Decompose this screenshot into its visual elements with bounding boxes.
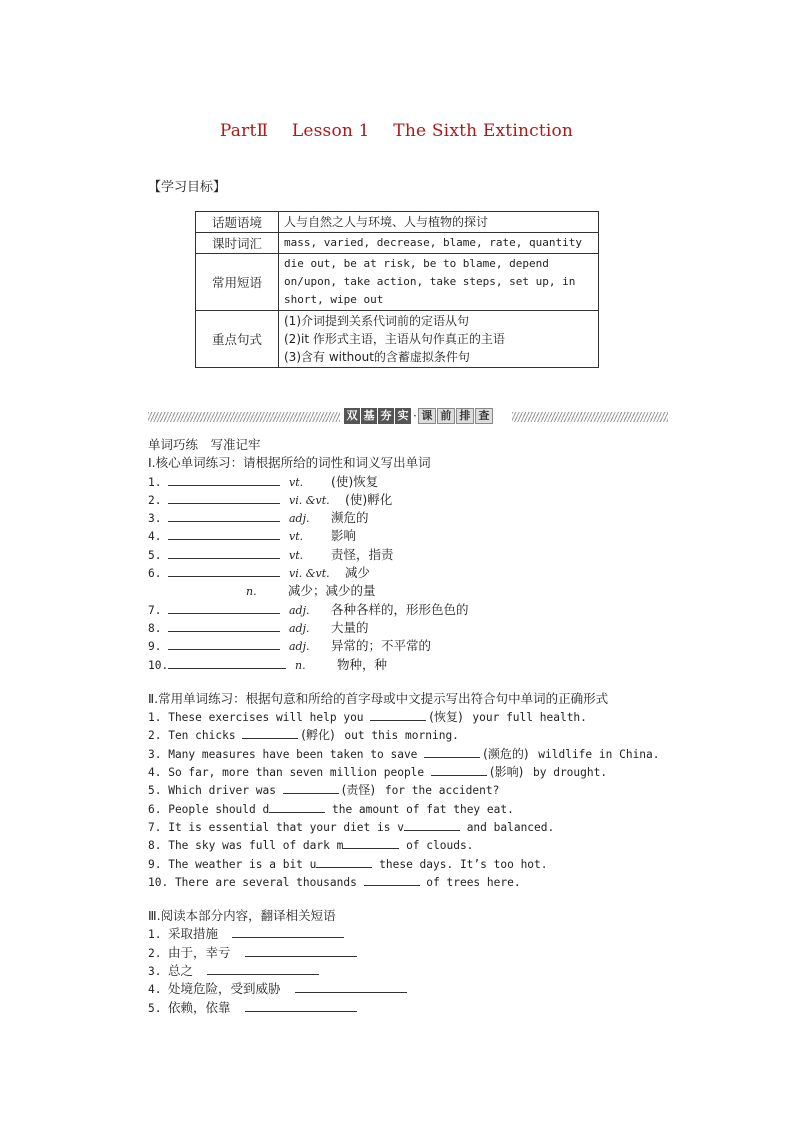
item-number: 5. — [148, 1001, 162, 1015]
sentence-pattern: (1)介词提到关系代词前的定语从句 — [284, 314, 469, 328]
word-item — [148, 601, 708, 619]
objective-value: mass, varied, decrease, blame, rate, quantity — [279, 233, 599, 254]
page-title — [0, 121, 793, 141]
item-number: 9. — [148, 640, 162, 654]
answer-blank[interactable] — [168, 527, 280, 540]
objective-label: 常用短语 — [196, 254, 279, 311]
title-lesson: Lesson 1 — [291, 121, 370, 141]
word-item — [148, 564, 708, 582]
answer-blank[interactable] — [269, 800, 325, 813]
sentence-pattern: (3)含有 without的含蓄虚拟条件句 — [284, 350, 470, 364]
word-item — [148, 509, 708, 527]
word-meaning: 大量的 — [331, 619, 369, 635]
item-number: 1. — [148, 928, 162, 942]
section3-heading: Ⅲ.阅读本部分内容，翻译相关短语 — [148, 908, 336, 924]
phrase-text: 依赖，依靠 — [168, 999, 231, 1015]
sentence-end: of trees here. — [419, 875, 521, 889]
part-of-speech: vi. &vt. — [289, 493, 330, 507]
answer-blank[interactable] — [431, 763, 487, 776]
phrase-item — [148, 980, 708, 998]
item-number: 2. — [148, 946, 162, 960]
item-number: 3. — [148, 965, 162, 979]
part-of-speech: adj. — [289, 621, 310, 635]
part-of-speech: vt. — [289, 530, 304, 544]
sentence-end: the amount of fat they eat. — [325, 802, 514, 816]
answer-blank[interactable] — [424, 745, 480, 758]
item-number: 3. — [148, 512, 162, 526]
word-meaning: 责怪，指责 — [331, 546, 394, 562]
answer-blank[interactable] — [168, 564, 280, 577]
objective-row — [196, 233, 599, 254]
section-divider — [148, 408, 668, 426]
sentence-item — [148, 763, 708, 781]
answer-blank[interactable] — [232, 925, 344, 938]
sentence-start: 3. Many measures have been taken to save — [148, 747, 425, 761]
learning-goals-heading: 【学习目标】 — [148, 180, 227, 195]
answer-blank[interactable] — [295, 980, 407, 993]
sentence-start: 7. It is essential that your diet is v — [148, 820, 404, 834]
hint: (濒危的) — [483, 746, 529, 761]
answer-blank[interactable] — [168, 546, 280, 559]
sentence-end: these days. It’s too hot. — [372, 857, 548, 871]
item-number: 4. — [148, 983, 162, 997]
sentence-end: wildlife in China. — [531, 747, 660, 761]
badge-char: 课 — [418, 408, 436, 424]
section2-heading: Ⅱ.常用单词练习：根据句意和所给的首字母或中文提示写出符合句中单词的正确形式 — [148, 690, 609, 706]
objective-label: 话题语境 — [196, 212, 279, 233]
phrase-item — [148, 944, 708, 962]
word-meaning: 减少 — [345, 565, 371, 581]
word-meaning: 影响 — [331, 528, 357, 544]
objective-row — [196, 254, 599, 311]
sentence-end: out this morning. — [337, 729, 459, 743]
sentence-item — [148, 873, 708, 891]
part-of-speech: n. — [295, 658, 306, 672]
phrase-item — [148, 962, 708, 980]
sentence-item — [148, 726, 708, 744]
badge-char: 基 — [361, 408, 377, 424]
item-number: 4. — [148, 530, 162, 544]
sentence-item — [148, 800, 708, 818]
hint: (影响) — [489, 765, 524, 780]
sentence-end: your full health. — [465, 711, 587, 725]
answer-blank[interactable] — [168, 619, 280, 632]
word-item — [148, 582, 708, 600]
divider-stripe-right — [512, 412, 668, 422]
answer-blank[interactable] — [245, 999, 357, 1012]
sentence-item — [148, 781, 708, 799]
sentence-start: 4. So far, more than seven million people — [148, 766, 431, 780]
answer-blank[interactable] — [370, 708, 426, 721]
sentence-start: 2. Ten chicks — [148, 729, 243, 743]
objective-label: 重点句式 — [196, 311, 279, 368]
word-item — [148, 656, 708, 674]
objective-value: die out, be at risk, be to blame, depend on/upon, take action, take steps, set up, in short, wipe out — [279, 254, 599, 311]
phrase-item — [148, 999, 708, 1017]
hint: (恢复) — [429, 710, 463, 725]
sentence-pattern: (2)it 作形式主语，主语从句作真正的主语 — [284, 332, 505, 346]
word-meaning: 濒危的 — [331, 510, 369, 526]
answer-blank[interactable] — [168, 656, 286, 669]
badge-char: 实 — [395, 408, 411, 424]
answer-blank[interactable] — [168, 509, 280, 522]
item-number: 5. — [148, 548, 162, 562]
phrase-text: 总之 — [168, 963, 194, 979]
part-of-speech: adj. — [289, 603, 310, 617]
item-number: 7. — [148, 603, 162, 617]
word-meaning: (使)恢复 — [331, 473, 379, 489]
word-item — [148, 491, 708, 509]
answer-blank[interactable] — [245, 944, 357, 957]
part-of-speech: vi. &vt. — [289, 567, 330, 581]
phrase-item — [148, 925, 708, 943]
item-number: 10. — [148, 658, 169, 672]
objectives-table — [195, 211, 599, 368]
title-name: The Sixth Extinction — [393, 121, 574, 141]
title-part: PartⅡ — [219, 121, 269, 141]
word-meaning: 物种，种 — [337, 656, 388, 672]
word-meaning: 各种各样的，形形色色的 — [331, 601, 469, 617]
answer-blank[interactable] — [207, 962, 319, 975]
badge-char: 前 — [437, 408, 455, 424]
objective-row — [196, 212, 599, 233]
answer-blank[interactable] — [168, 473, 280, 486]
answer-blank[interactable] — [242, 726, 298, 739]
phrase-text: 由于，幸亏 — [168, 944, 231, 960]
word-meaning: 减少；减少的量 — [288, 583, 376, 599]
part-of-speech: vt. — [289, 475, 304, 489]
word-item — [148, 546, 708, 564]
sentence-end: and balanced. — [459, 820, 555, 834]
objective-row — [196, 311, 599, 368]
sentence-item — [148, 836, 708, 854]
badge-dot: · — [413, 409, 417, 423]
sentence-item — [148, 818, 708, 836]
badge-char: 夯 — [378, 408, 394, 424]
sentence-end: of clouds. — [399, 839, 474, 853]
answer-blank[interactable] — [364, 873, 420, 886]
section2-list — [148, 708, 708, 891]
answer-blank[interactable] — [404, 818, 460, 831]
answer-blank[interactable] — [168, 601, 280, 614]
answer-blank[interactable] — [168, 637, 280, 650]
phrase-text: 采取措施 — [168, 926, 219, 942]
answer-blank[interactable] — [168, 491, 280, 504]
exercises — [148, 436, 708, 1017]
badge-char: 查 — [475, 408, 493, 424]
sentence-start: 6. People should d — [148, 802, 270, 816]
sentence-item — [148, 855, 708, 873]
item-number: 8. — [148, 621, 162, 635]
hint: (孵化) — [301, 728, 335, 743]
phrase-text: 处境危险，受到威胁 — [168, 981, 281, 997]
part-of-speech: vt. — [289, 548, 304, 562]
sentence-end: for the accident? — [378, 784, 500, 798]
section-badge — [344, 408, 494, 424]
word-item — [148, 619, 708, 637]
word-meaning: (使)孵化 — [345, 491, 393, 507]
item-number: 2. — [148, 493, 162, 507]
badge-char: 排 — [456, 408, 474, 424]
practice-title: 单词巧练 写准记牢 — [148, 437, 261, 452]
word-meaning: 异常的；不平常的 — [331, 638, 432, 654]
item-number: 1. — [148, 475, 162, 489]
sentence-start: 10. There are several thousands — [148, 875, 364, 889]
objective-label: 课时词汇 — [196, 233, 279, 254]
sentence-start: 9. The weather is a bit u — [148, 857, 317, 871]
section3-list — [148, 925, 708, 1016]
hint: (责怪) — [341, 783, 376, 798]
word-item — [148, 473, 708, 491]
part-of-speech: adj. — [289, 512, 310, 526]
answer-blank[interactable] — [283, 781, 339, 794]
badge-char: 双 — [344, 408, 360, 424]
sentence-start: 8. The sky was full of dark m — [148, 839, 344, 853]
objective-value — [279, 311, 599, 368]
sentence-item — [148, 708, 708, 726]
sentence-start: 5. Which driver was — [148, 784, 283, 798]
section1-heading: Ⅰ.核心单词练习：请根据所给的词性和词义写出单词 — [148, 455, 431, 471]
word-item — [148, 637, 708, 655]
answer-blank[interactable] — [343, 836, 399, 849]
word-item — [148, 527, 708, 545]
objective-value: 人与自然之人与环境、人与植物的探讨 — [279, 212, 599, 233]
part-of-speech: adj. — [289, 640, 310, 654]
item-number: 6. — [148, 567, 162, 581]
divider-stripe-left — [148, 412, 340, 422]
section1-list — [148, 473, 708, 674]
sentence-start: 1. These exercises will help you — [148, 711, 371, 725]
part-of-speech: n. — [246, 585, 257, 599]
sentence-end: by drought. — [526, 766, 608, 780]
answer-blank[interactable] — [316, 855, 372, 868]
sentence-item — [148, 745, 708, 763]
